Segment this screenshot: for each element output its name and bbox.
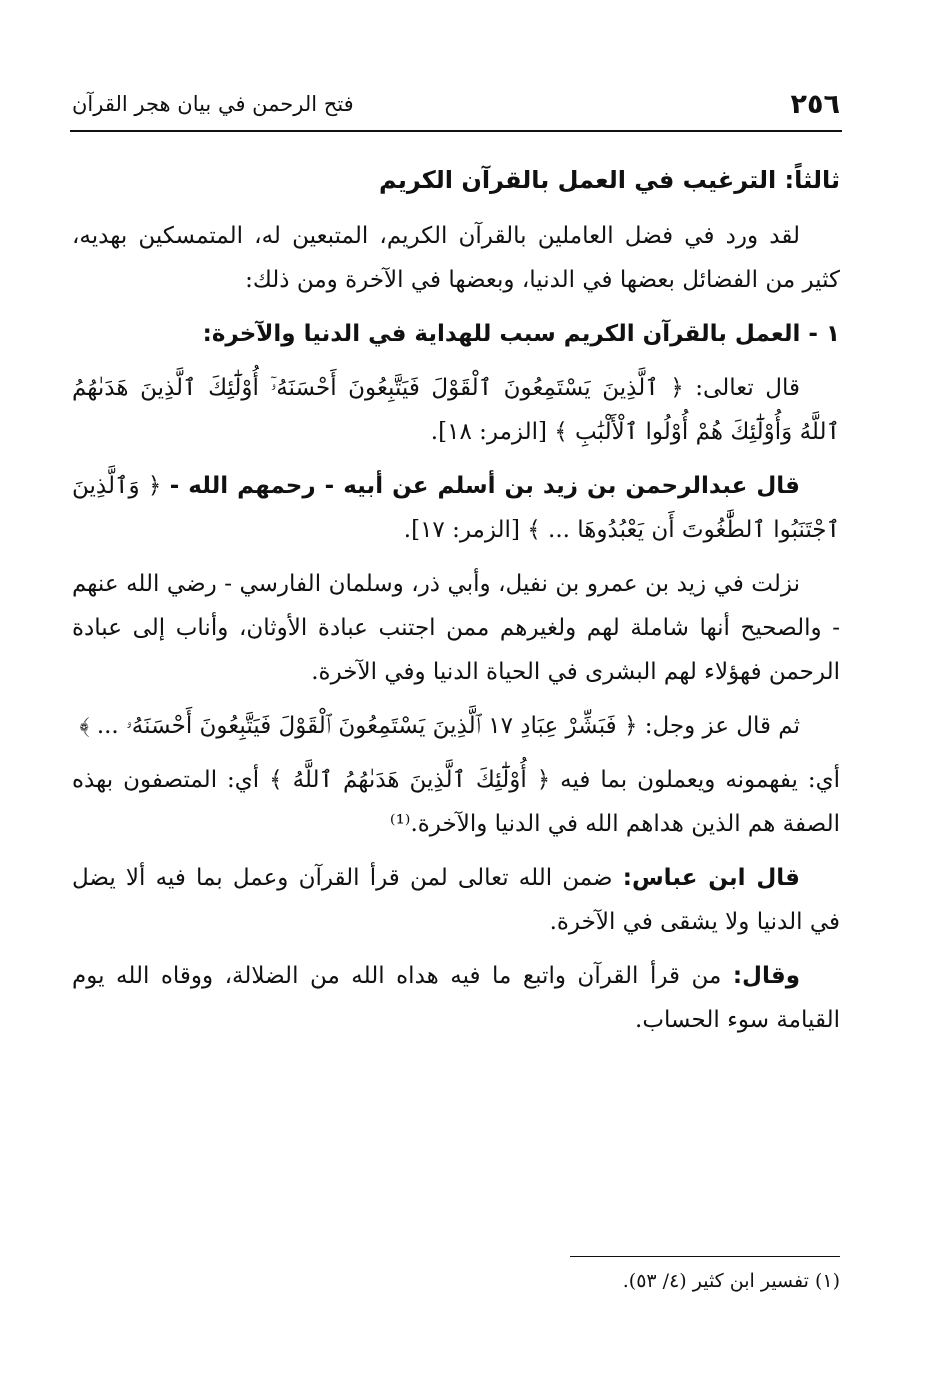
narrator-lead: قال عبدالرحمن بن زيد بن أسلم عن أبيه - رحمهم الله - — [169, 473, 800, 499]
ibn-abbas-lead: قال ابن عباس: — [622, 865, 800, 891]
footnote-divider — [570, 1256, 840, 1257]
saying-text: من قرأ القرآن واتبع ما فيه هداه الله من الضلالة، ووقاه الله يوم القيامة سوء الحساب. — [72, 963, 840, 1033]
tafsir-paragraph-1 — [72, 464, 840, 552]
ibn-abbas-text: ضمن الله تعالى لمن قرأ القرآن وعمل بما فيه ألا يضل في الدنيا ولا يشقى في الآخرة. — [72, 865, 840, 935]
header-divider — [70, 130, 842, 132]
point-title: ١ - العمل بالقرآن الكريم سبب للهداية في الدنيا والآخرة: — [202, 321, 840, 347]
section-heading: ثالثاً: الترغيب في العمل بالقرآن الكريم — [379, 166, 840, 194]
tafsir-paragraph-2: نزلت في زيد بن عمرو بن نفيل، وأبي ذر، وسلمان الفارسي - رضي الله عنهم - والصحيح أنها شاملة لهم ولغيرهم ممن اجتنب عبادة الأوثان، وأناب إلى عبادة الرحمن فهؤلاء لهم البشرى في الحياة الدنيا وفي الآخرة. — [72, 571, 840, 685]
saying-lead: وقال: — [732, 963, 800, 989]
main-text — [72, 158, 840, 1052]
running-title: فتح الرحمن في بيان هجر القرآن — [72, 92, 354, 116]
page-number: ٢٥٦ — [790, 88, 840, 120]
verse-paragraph: ثم قال عز وجل: ﴿ فَبَشِّرْ عِبَادِ ١٧ ٱلَّذِينَ يَسْتَمِعُونَ ٱلْقَوْلَ فَيَتَّبِعُونَ أَحْسَنَهُۥ ... ﴾ — [79, 713, 800, 739]
narration-verse: ﴿ وَٱلَّذِينَ ٱجْتَنَبُوا ٱلطَّٰغُوتَ أَن يَعْبُدُوهَا ... ﴾ [الزمر: ١٧]. — [72, 473, 840, 543]
ibn-abbas-paragraph — [72, 856, 840, 944]
footnote: (١) تفسير ابن كثير (٤/ ٥٣). — [622, 1270, 840, 1292]
intro-paragraph: لقد ورد في فضل العاملين بالقرآن الكريم، المتبعين له، المتمسكين بهديه، كثير من الفضائل بعضها في الدنيا، وبعضها في الآخرة ومن ذلك: — [72, 223, 840, 293]
explanation-paragraph: أي: يفهمونه ويعملون بما فيه ﴿ أُوْلَٰٓئِكَ ٱلَّذِينَ هَدَىٰهُمُ ٱللَّهُ ﴾ أي: المتصفون بهذه الصفة هم الذين هداهم الله في الدنيا والآخرة.⁽¹⁾ — [72, 767, 840, 837]
page-header — [72, 84, 840, 124]
quran-quote-paragraph: قال تعالى: ﴿ ٱلَّذِينَ يَسْتَمِعُونَ ٱلْقَوْلَ فَيَتَّبِعُونَ أَحْسَنَهُۥٓ أُوْلَٰٓئِكَ ٱلَّذِينَ هَدَىٰهُمُ ٱللَّهُ وَأُوْلَٰٓئِكَ هُمْ أُوْلُوا ٱلْأَلْبَٰبِ ﴾ [الزمر: ١٨]. — [72, 375, 840, 445]
second-saying-paragraph — [72, 954, 840, 1042]
